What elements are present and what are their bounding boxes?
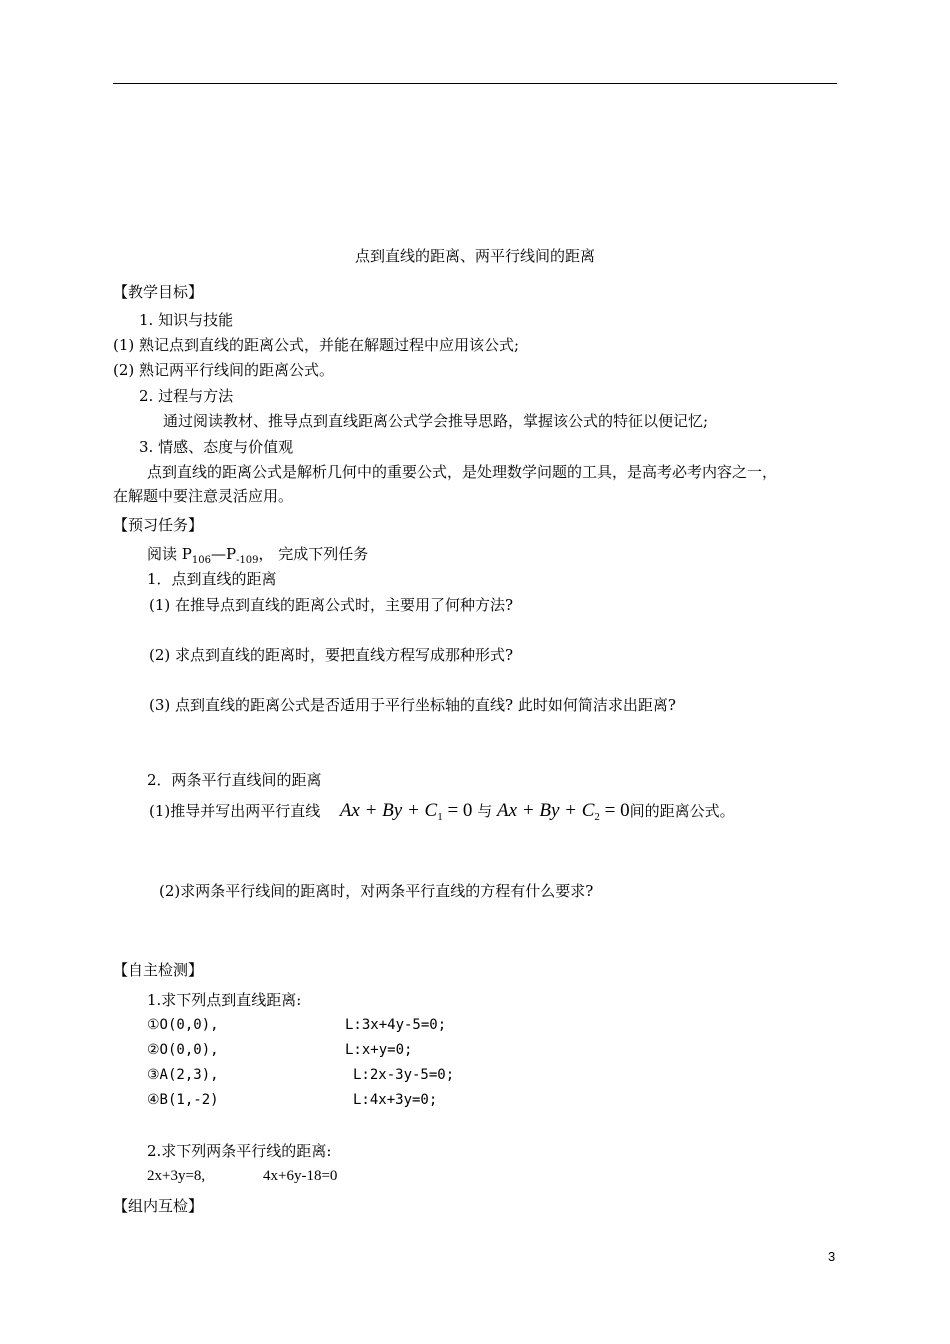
preview-q1: (1) 在推导点到直线的距离公式时，主要用了何种方法?: [149, 596, 514, 614]
self-check-point-4: ④B(1,-2): [147, 1092, 219, 1108]
self-check-line-3: L:2x-3y-5=0;: [353, 1067, 455, 1083]
goal-2: 2. 过程与方法: [139, 387, 234, 405]
header-rule: [113, 83, 837, 84]
reading-page-start: 106: [191, 555, 211, 566]
goal-3: 3. 情感、态度与价值观: [139, 438, 294, 456]
preview-q2: (2) 求点到直线的距离时，要把直线方程写成那种形式?: [149, 646, 514, 664]
equation-line1: Ax + By + C: [339, 800, 438, 821]
goal-1: 1. 知识与技能: [139, 311, 234, 329]
equation-line2-tail: = 0: [599, 800, 630, 821]
reading-assignment: [147, 544, 368, 571]
self-check-line-1: L:3x+4y-5=0;: [345, 1017, 447, 1033]
goal-3-text-line1: 点到直线的距离公式是解析几何中的重要公式，是处理数学问题的工具，是高考必考内容之一，: [147, 463, 778, 481]
goal-1-b: (2) 熟记两平行线间的距离公式。: [113, 361, 335, 379]
reading-page-end: -109: [236, 555, 259, 566]
section-heading-goals: 【教学目标】: [113, 283, 204, 301]
equation-line1-tail: = 0: [442, 800, 473, 821]
page-number: 3: [828, 1249, 836, 1264]
self-check-line-4: L:4x+3y=0;: [353, 1092, 438, 1108]
preview-q-parallel-requirement: (2)求两条平行线间的距离时，对两条平行直线的方程有什么要求?: [159, 882, 594, 900]
formula-question-prefix: (1)推导并写出两平行直线: [149, 802, 321, 820]
self-check-1: 1.求下列点到直线距离:: [147, 991, 302, 1009]
reading-dash: —P: [210, 545, 237, 563]
section-heading-group-check: 【组内互检】: [113, 1197, 204, 1215]
goal-2-text: 通过阅读教材、推导点到直线距离公式学会推导思路，掌握该公式的特征以便记忆;: [163, 412, 709, 430]
parallel-line-eq-1: 2x+3y=8,: [147, 1168, 206, 1184]
reading-suffix: ， 完成下列任务: [258, 545, 369, 563]
self-check-point-1: ①O(0,0),: [147, 1017, 219, 1033]
equation-line2-subscript: 2: [594, 811, 600, 823]
formula-question-suffix: 间的距离公式。: [629, 802, 735, 820]
formula-question-and: 与: [477, 802, 493, 820]
goal-3-text-line2: 在解题中要注意灵活应用。: [113, 487, 294, 505]
preview-formula-question: [149, 799, 735, 829]
self-check-line-2: L:x+y=0;: [345, 1042, 413, 1058]
goal-1-a: (1) 熟记点到直线的距离公式，并能在解题过程中应用该公式;: [113, 336, 520, 354]
equation-line1-subscript: 1: [437, 811, 443, 823]
preview-task-1: 1．点到直线的距离: [147, 570, 277, 588]
section-heading-preview: 【预习任务】: [113, 516, 204, 534]
reading-prefix: 阅读 P: [147, 545, 192, 563]
self-check-point-3: ③A(2,3),: [147, 1067, 219, 1083]
preview-q3: (3) 点到直线的距离公式是否适用于平行坐标轴的直线? 此时如何简洁求出距离?: [149, 696, 676, 714]
section-heading-self-check: 【自主检测】: [113, 961, 204, 979]
preview-task-2: 2．两条平行直线间的距离: [147, 771, 322, 789]
self-check-point-2: ②O(0,0),: [147, 1042, 219, 1058]
self-check-2: 2.求下列两条平行线的距离:: [147, 1142, 332, 1160]
equation-line2: Ax + By + C: [497, 800, 595, 821]
page-title: 点到直线的距离、两平行线间的距离: [354, 247, 595, 265]
parallel-line-eq-2: 4x+6y-18=0: [263, 1168, 338, 1184]
